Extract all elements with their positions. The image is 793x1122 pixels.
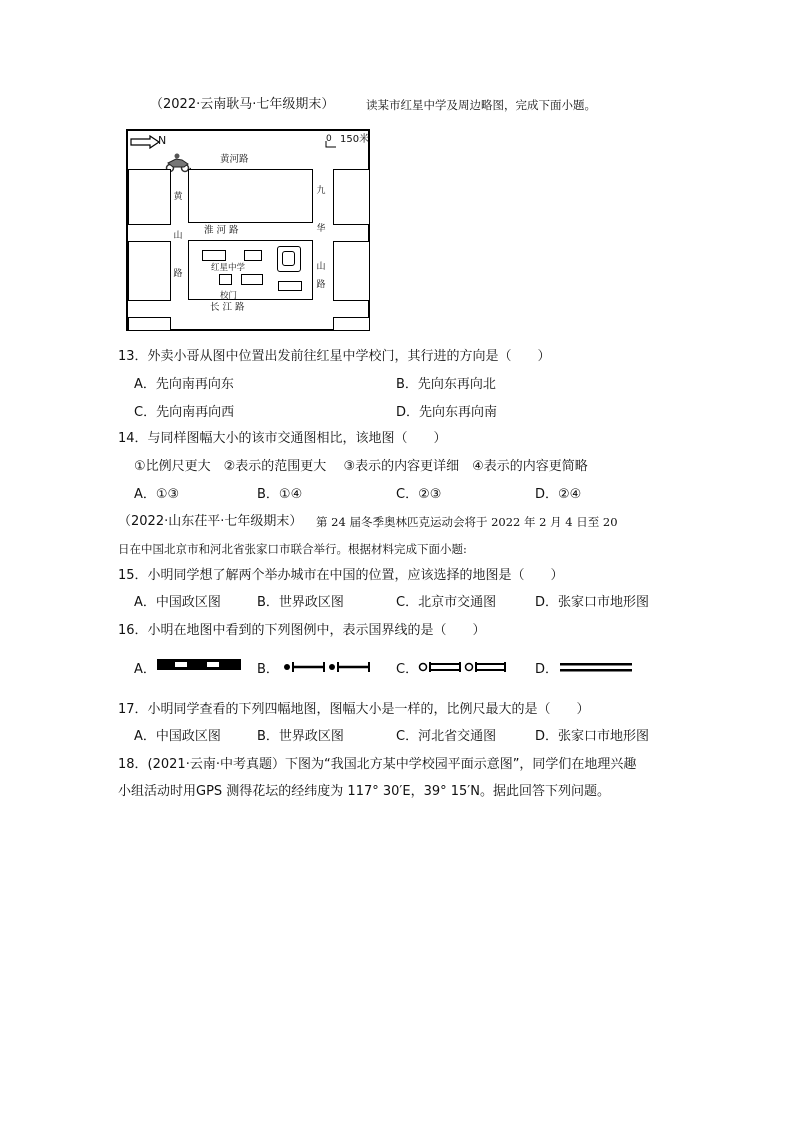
sports-field-inner bbox=[282, 251, 295, 266]
school-label: 红星中学 bbox=[211, 263, 246, 273]
q17-option-d[interactable]: D．张家口市地形图 bbox=[535, 729, 650, 744]
q16-option-a[interactable]: A． bbox=[134, 662, 156, 677]
q16-option-b[interactable]: B． bbox=[257, 662, 279, 677]
q13-stem: 13．外卖小哥从图中位置出发前往红星中学校门，其行进的方向是（ ） bbox=[118, 349, 551, 364]
block-right-bottom bbox=[333, 317, 370, 331]
q15-stem: 15．小明同学想了解两个举办城市在中国的位置，应该选择的地图是（ ） bbox=[118, 568, 564, 583]
q14-items: ①比例尺更大 ②表示的范围更大 ③表示的内容更详细 ④表示的内容更简略 bbox=[134, 459, 588, 474]
intro2-line1: 第 24 届冬季奥林匹克运动会将于 2022 年 2 月 4 日至 20 bbox=[316, 515, 618, 529]
school-building bbox=[202, 250, 226, 261]
intro1-source: （2022·云南耿马·七年级期末） bbox=[150, 97, 335, 112]
north-label: N bbox=[158, 134, 167, 147]
jiuhuashan-road-4: 路 bbox=[316, 280, 326, 290]
legend-line-c bbox=[416, 660, 508, 674]
q17-option-c[interactable]: C．河北省交通图 bbox=[396, 729, 497, 744]
q14-option-c[interactable]: C．②③ bbox=[396, 487, 442, 502]
q15-option-c[interactable]: C．北京市交通图 bbox=[396, 595, 497, 610]
block-left-middle bbox=[128, 241, 171, 301]
q13-option-d[interactable]: D．先向东再向南 bbox=[396, 405, 498, 420]
intro2-line2: 日在中国北京市和河北省张家口市联合举行。根据材料完成下面小题: bbox=[118, 542, 467, 556]
intro1-text: 读某市红星中学及周边略图，完成下面小题。 bbox=[366, 98, 596, 112]
block-right-middle bbox=[333, 241, 370, 301]
q15-option-b[interactable]: B．世界政区图 bbox=[257, 595, 344, 610]
intro2-source: （2022·山东茌平·七年级期末） bbox=[118, 514, 303, 529]
q14-option-d[interactable]: D．②④ bbox=[535, 487, 582, 502]
huangshan-road-1: 黄 bbox=[173, 192, 183, 202]
jiuhuashan-road-1: 九 bbox=[316, 186, 326, 196]
huangshan-road-2: 山 bbox=[173, 231, 183, 241]
q14-stem: 14．与同样图幅大小的该市交通图相比，该地图（ ） bbox=[118, 431, 447, 446]
q14-option-b[interactable]: B．①④ bbox=[257, 487, 303, 502]
school-building bbox=[244, 250, 262, 261]
block-right-top bbox=[333, 169, 370, 225]
q14-option-a[interactable]: A．①③ bbox=[134, 487, 180, 502]
q18-line1: 18．(2021·云南·中考真题）下图为“我国北方某中学校园平面示意图”，同学们在地理兴趣 bbox=[118, 757, 637, 772]
huaihe-road-label: 淮 河 路 bbox=[204, 225, 239, 236]
school-building bbox=[241, 274, 263, 285]
q17-option-b[interactable]: B．世界政区图 bbox=[257, 729, 344, 744]
changjiang-road-label: 长 江 路 bbox=[210, 302, 245, 313]
q16-stem: 16．小明在地图中看到的下列图例中，表示国界线的是（ ） bbox=[118, 623, 486, 638]
q13-option-b[interactable]: B．先向东再向北 bbox=[396, 377, 496, 392]
q13-option-a[interactable]: A．先向南再向东 bbox=[134, 377, 234, 392]
q17-stem: 17．小明同学查看的下列四幅地图，图幅大小是一样的，比例尺最大的是（ ） bbox=[118, 702, 590, 717]
legend-line-d bbox=[559, 662, 633, 674]
block-center-top bbox=[188, 169, 313, 223]
school-building bbox=[278, 281, 302, 291]
q16-option-d[interactable]: D． bbox=[535, 662, 559, 677]
scale-label: 150米 bbox=[340, 134, 370, 145]
huanghe-road-label: 黄河路 bbox=[220, 154, 249, 165]
q13-option-c[interactable]: C．先向南再向西 bbox=[134, 405, 235, 420]
school-building bbox=[219, 274, 232, 285]
scale-zero: 0 bbox=[326, 134, 332, 144]
q15-option-d[interactable]: D．张家口市地形图 bbox=[535, 595, 650, 610]
school-map bbox=[126, 129, 370, 331]
jiuhuashan-road-2: 华 bbox=[316, 224, 326, 234]
q18-line2: 小组活动时用GPS 测得花坛的经纬度为 117° 30′E，39° 15′N。据此回答下列问题。 bbox=[118, 784, 610, 799]
legend-line-a bbox=[156, 658, 242, 672]
block-left-top bbox=[128, 169, 171, 225]
q17-option-a[interactable]: A．中国政区图 bbox=[134, 729, 221, 744]
scale-bar bbox=[324, 141, 338, 149]
school-block bbox=[188, 240, 313, 300]
gate-label: 校门 bbox=[220, 291, 238, 301]
huangshan-road-3: 路 bbox=[173, 269, 183, 279]
sports-field bbox=[277, 246, 301, 272]
q16-option-c[interactable]: C． bbox=[396, 662, 419, 677]
legend-line-b bbox=[280, 660, 372, 674]
jiuhuashan-road-3: 山 bbox=[316, 262, 326, 272]
q15-option-a[interactable]: A．中国政区图 bbox=[134, 595, 221, 610]
block-left-bottom bbox=[128, 317, 171, 331]
